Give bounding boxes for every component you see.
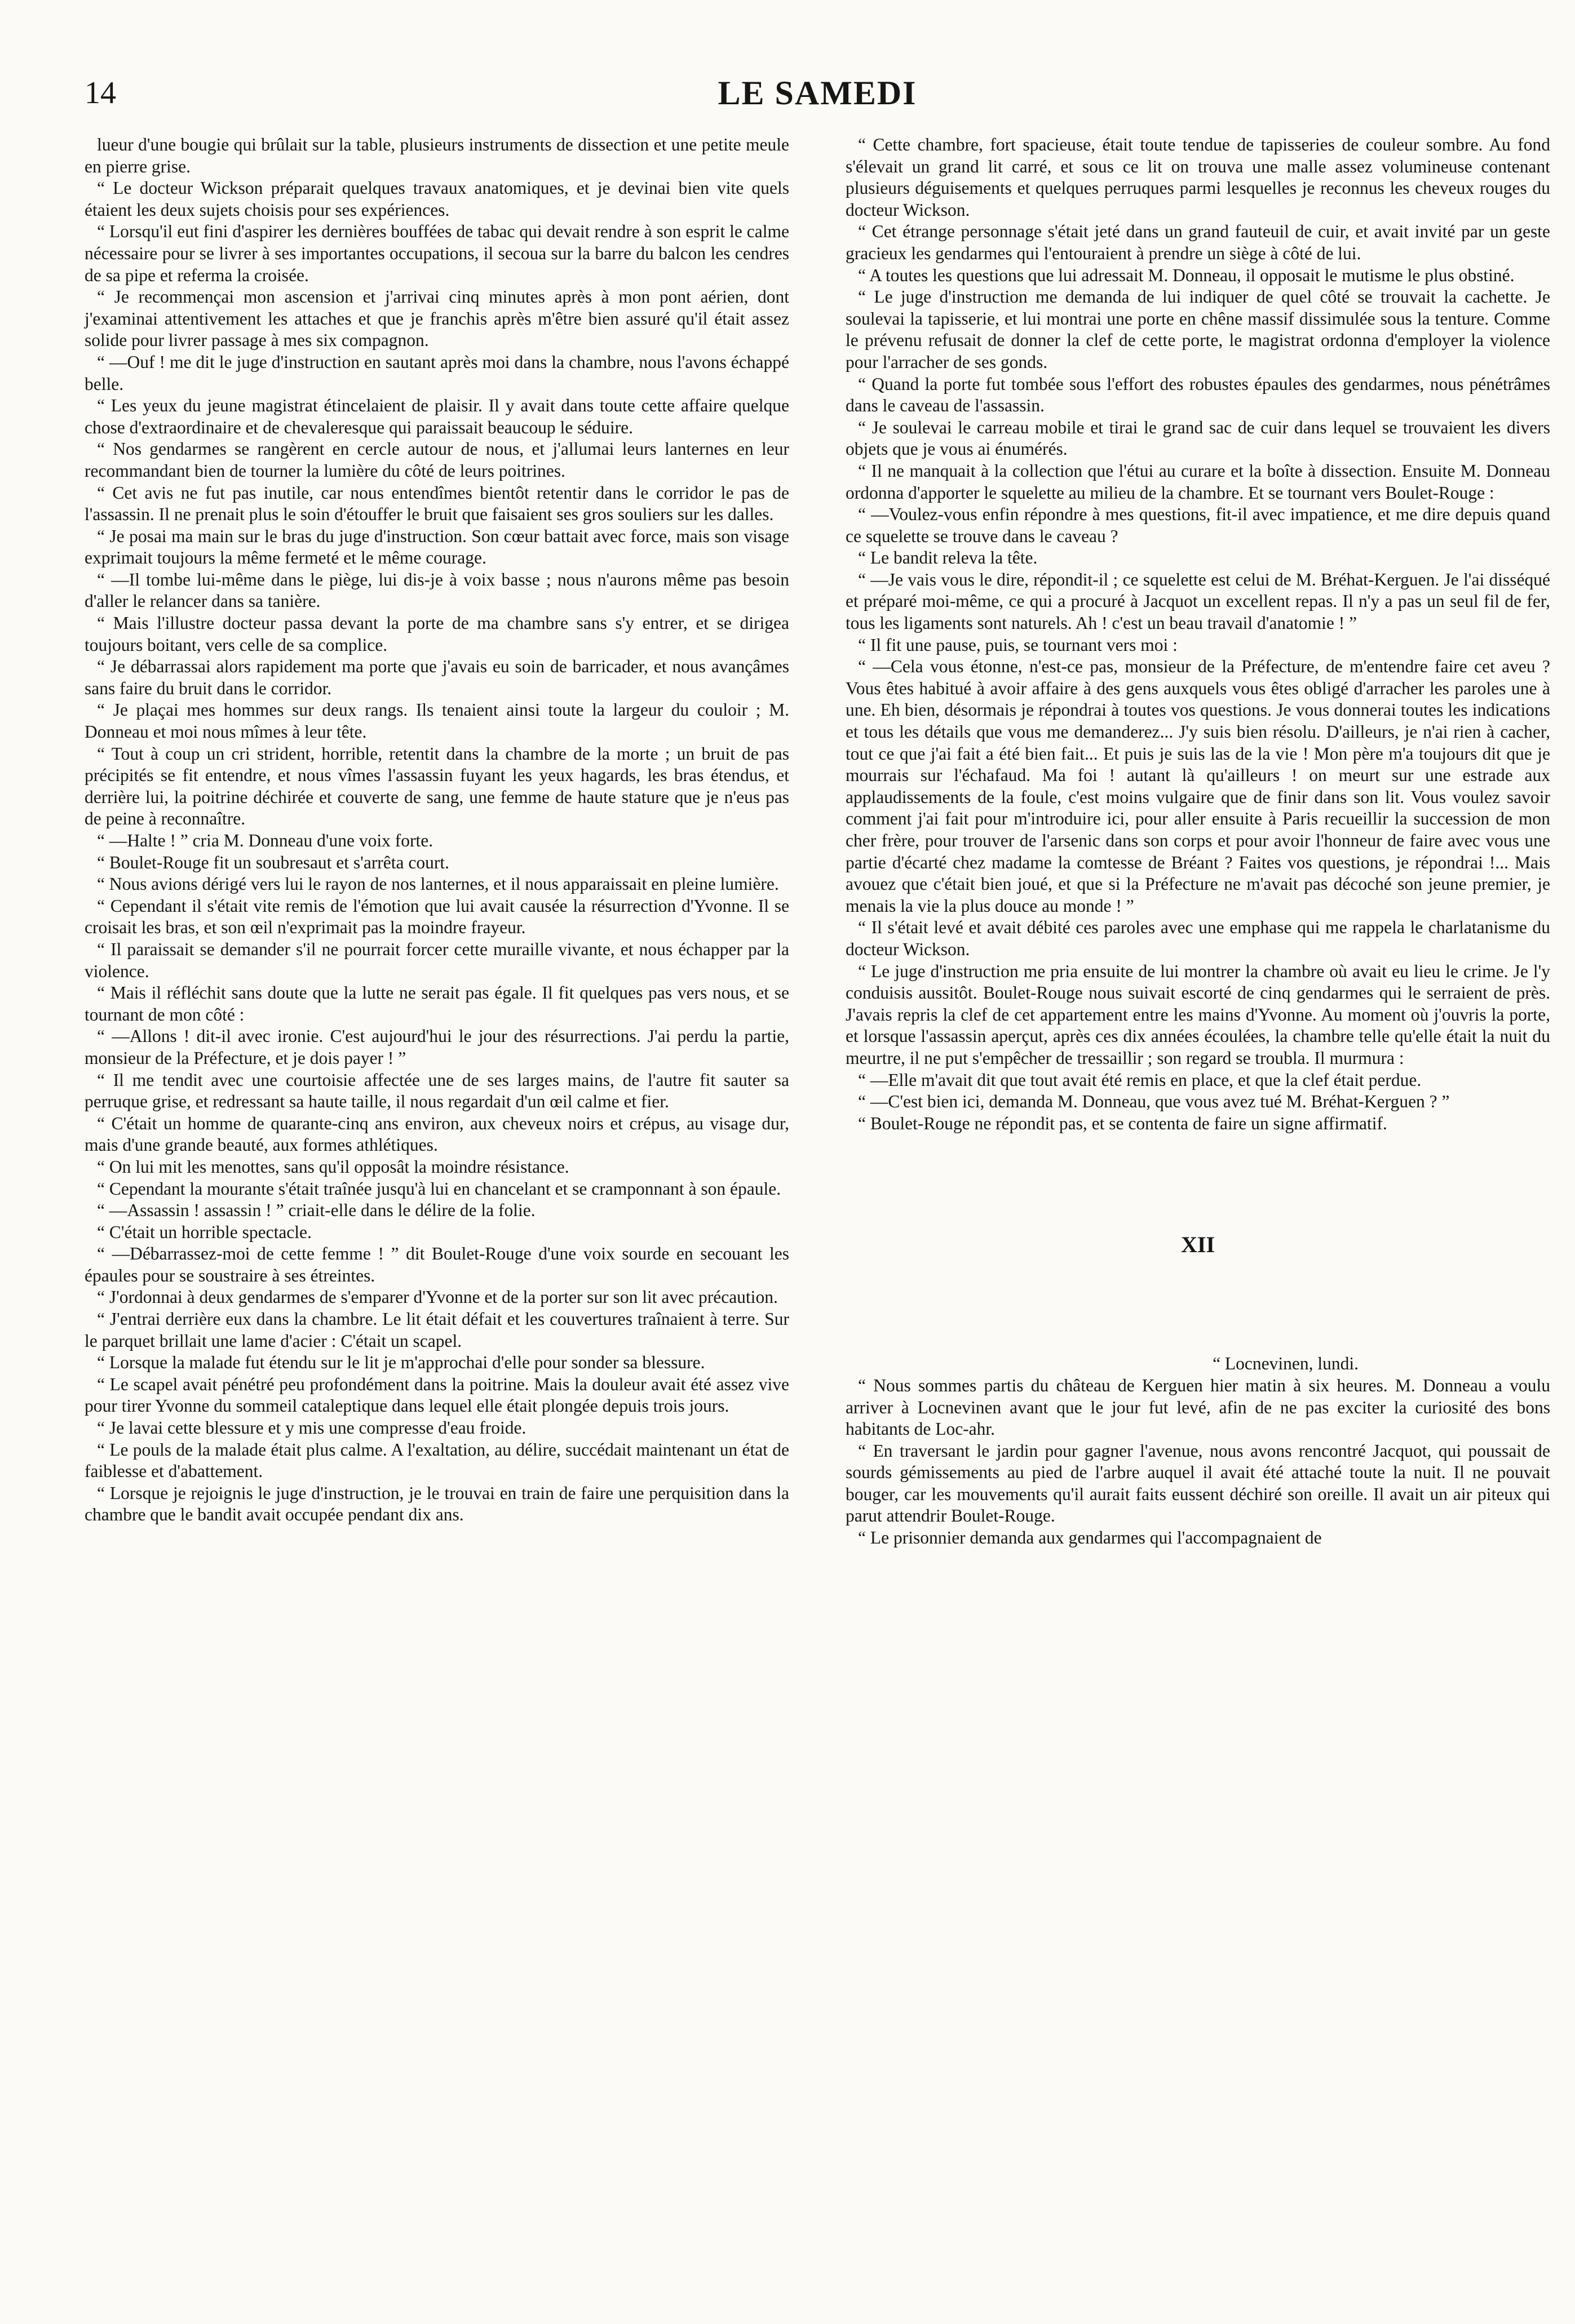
paragraph: “ On lui mit les menottes, sans qu'il opposât la moindre résistance. (97, 1156, 569, 1177)
paragraph: “ C'était un horrible spectacle. (97, 1222, 312, 1242)
right-column-text (846, 134, 1550, 1134)
paragraph: “ —Je vais vous le dire, répondit-il ; ce squelette est celui de M. Bréhat-Kerguen. Je l'ai disséqué et préparé moi-même, ce qui a procuré à Jacquot un excellent repas. Il n'y a pas un seul fil de fer, tous les ligaments sont naturels. Ah ! c'est un beau travail d'anatomie ! ” (846, 569, 1550, 633)
paragraph: “ Quand la porte fut tombée sous l'effort des robustes épaules des gendarmes, nous pénétrâmes dans le caveau de l'assassin. (846, 374, 1550, 416)
paragraph: “ Je soulevai le carreau mobile et tirai le grand sac de cuir dans lequel se trouvaient les divers objets que je vous ai énumérés. (846, 417, 1550, 459)
paragraph: “ Le docteur Wickson préparait quelques travaux anatomiques, et je devinai bien vite quels étaient les deux sujets choisis pour ses expériences. (85, 178, 789, 220)
paragraph: “ Nous sommes partis du château de Kerguen hier matin à six heures. M. Donneau a voulu arriver à Locnevinen avant que le jour fut levé, afin de ne pas exciter la curiosité des bons habitants de Loc-ahr. (846, 1375, 1550, 1439)
paragraph: “ —Voulez-vous enfin répondre à mes questions, fit-il avec impatience, et me dire depuis quand ce squelette se trouve dans le caveau ? (846, 504, 1550, 546)
dateline: “ Locnevinen, lundi. (1213, 1354, 1359, 1374)
right-column (846, 134, 1550, 1549)
paragraph: “ Le juge d'instruction me pria ensuite de lui montrer la chambre où avait eu lieu le crime. Je l'y conduisis aussitôt. Boulet-Rouge nous suivait escorté de cinq gendarmes qui le serraient de près. J'avais repris la clef de cet appartement entre les mains d'Yvonne. Au moment où j'ouvris la porte, et lorsque l'assassin aperçut, après ces dix années écoulées, la chambre telle qu'elle était la nuit du meurtre, il ne put s'empêcher de tressaillir ; son regard se troubla. Il murmura : (846, 961, 1550, 1068)
paragraph: “ —Halte ! ” cria M. Donneau d'une voix forte. (97, 831, 433, 850)
paragraph: “ Les yeux du jeune magistrat étincelaient de plaisir. Il y avait dans toute cette affaire quelque chose d'extraordinaire et de chevaleresque qui paraissait beaucoup le séduire. (85, 396, 789, 437)
page-header (85, 73, 1550, 118)
paragraph: “ —Assassin ! assassin ! ” criait-elle dans le délire de la folie. (97, 1200, 536, 1221)
left-column (85, 134, 789, 1526)
paragraph: “ —Débarrassez-moi de cette femme ! ” dit Boulet-Rouge d'une voix sourde en secouant les épaules pour se soustraire à ses étreintes. (85, 1244, 789, 1285)
paragraph: “ Le scapel avait pénétré peu profondément dans la poitrine. Mais la douleur avait été assez vive pour tirer Yvonne du sommeil cataleptique dans lequel elle était plongée depuis trois jours. (85, 1374, 789, 1416)
paragraph: “ Le pouls de la malade était plus calme. A l'exaltation, au délire, succédait maintenant un état de faiblesse et d'abattement. (85, 1439, 789, 1482)
paragraph: “ Cependant la mourante s'était traînée jusqu'à lui en chancelant et se cramponnant à son épaule. (97, 1178, 781, 1199)
paragraph: “ Il s'était levé et avait débité ces paroles avec une emphase qui me rappela le charlatanisme du docteur Wickson. (846, 917, 1550, 959)
paragraph: “ Je recommençai mon ascension et j'arrivai cinq minutes après à mon pont aérien, dont j'examinai attentivement les attaches et que je franchis après m'être bien assuré qu'il était assez solide pour livrer passage à mes six compagnon. (85, 287, 789, 351)
paragraph: “ Boulet-Rouge ne répondit pas, et se contenta de faire un signe affirmatif. (858, 1113, 1387, 1133)
paragraph: “ Le bandit releva la tête. (858, 548, 1038, 568)
paragraph: “ Cet avis ne fut pas inutile, car nous entendîmes bientôt retentir dans le corridor le pas de l'assassin. Il ne prenait plus le soin d'étouffer le bruit que faisaient ses gros souliers sur les dalles. (85, 482, 789, 525)
paragraph: “ —Allons ! dit-il avec ironie. C'est aujourd'hui le jour des résurrections. J'ai perdu la partie, monsieur de la Préfecture, et je dois payer ! ” (85, 1026, 789, 1068)
paragraph: “ Boulet-Rouge fit un soubresaut et s'arrêta court. (97, 852, 449, 872)
paragraph: “ Cette chambre, fort spacieuse, était toute tendue de tapisseries de couleur sombre. Au fond s'élevait un grand lit carré, et sous ce lit on trouva une malle assez volumineuse contenant plusieurs déguisements et quelques perruques parmi lesquelles je reconnus les cheveux rouges du docteur Wickson. (846, 135, 1550, 220)
page-number: 14 (85, 76, 116, 110)
paragraph: “ —Cela vous étonne, n'est-ce pas, monsieur de la Préfecture, de m'entendre faire cet aveu ? Vous êtes habitué à avoir affaire à des gens auxquels vous êtes obligé d'arracher les paroles une à une. Eh bien, désormais je répondrai à toutes vos questions. Je vous donnerai toutes les indications et tous les détails que vous me demanderez... J'y suis bien résolu. D'ailleurs, je n'ai rien à cacher, tout ce que j'ai fait a été bien fait... Et puis je suis las de la vie ! Mon père m'a toujours dit que je mourrais sur l'échafaud. Ma foi ! autant là qu'ailleurs ! on meurt sur une estrade aux applaudissements de la foule, c'est moins vulgaire que de finir dans son lit. Vous voulez savoir comment j'ai fait pour m'introduire ici, pour aller ensuite à Paris recueillir la succession de mon cher frère, pour trouver de l'arsenic dans son corps et pour avoir l'honneur de faire avec vous une partie d'écarté chez madame la comtesse de Bréant ? Faites vos questions, je répondrai !... Mais avouez que c'était bien joué, et que si la Préfecture ne m'avait pas décoché son jeune premier, je menais la vie la plus douce au monde ! ” (846, 657, 1550, 916)
paragraph: “ Lorsque la malade fut étendu sur le lit je m'approchai d'elle pour sonder sa blessure. (97, 1352, 705, 1373)
paragraph: “ Il ne manquait à la collection que l'étui au curare et la boîte à dissection. Ensuite M. Donneau ordonna d'apporter le squelette au milieu de la chambre. Et se tournant vers Boulet-Rouge : (846, 460, 1550, 503)
paragraph: “ A toutes les questions que lui adressait M. Donneau, il opposait le mutisme le plus obstiné. (858, 265, 1515, 285)
paragraph: “ —Ouf ! me dit le juge d'instruction en sautant après moi dans la chambre, nous l'avons échappé belle. (85, 352, 789, 394)
paragraph: “ Je posai ma main sur le bras du juge d'instruction. Son cœur battait avec force, mais son visage exprimait toujours la même fermeté et le même courage. (85, 526, 789, 568)
paragraph: “ En traversant le jardin pour gagner l'avenue, nous avons rencontré Jacquot, qui poussait de sourds gémissements au pied de l'arbre auquel il avait été attaché toute la nuit. Il ne pouvait bouger, car les mouvements qu'il aurait faits eussent déchiré son oreille. Il avait un air piteux qui parut attendrir Boulet-Rouge. (846, 1440, 1550, 1526)
paragraph: “ Tout à coup un cri strident, horrible, retentit dans la chambre de la morte ; un bruit de pas précipités se fit entendre, et nous vîmes l'assassin fuyant les yeux hagards, les bras étendus, et derrière lui, la poitrine déchirée et couverte de sang, une femme de haute stature que je n'eus pas de peine à reconnaître. (85, 743, 789, 829)
paragraph: “ Il paraissait se demander s'il ne pourrait forcer cette muraille vivante, et nous échapper par la violence. (85, 939, 789, 981)
journal-title: LE SAMEDI (718, 74, 917, 112)
paragraph: “ J'entrai derrière eux dans la chambre. Le lit était défait et les couvertures traînaient à terre. Sur le parquet brillait une lame d'acier : C'était un scapel. (85, 1309, 789, 1351)
section-heading: XII (1180, 1232, 1215, 1258)
paragraph: “ Cependant il s'était vite remis de l'émotion que lui avait causée la résurrection d'Yvonne. Il se croisait les bras, et son œil n'exprimait pas la moindre frayeur. (85, 895, 789, 938)
paragraph: “ Lorsqu'il eut fini d'aspirer les dernières bouffées de tabac qui devait rendre à son esprit le calme nécessaire pour se livrer à ses importantes occupations, il secoua sur la barre du balcon les cendres de sa pipe et referma la croisée. (85, 221, 789, 285)
paragraph: “ Nous avions dérigé vers lui le rayon de nos lanternes, et il nous apparaissait en pleine lumière. (97, 874, 779, 894)
paragraph: “ Lorsque je rejoignis le juge d'instruction, je le trouvai en train de faire une perquisition dans la chambre que le bandit avait occupée pendant dix ans. (85, 1483, 789, 1525)
paragraph: “ Je lavai cette blessure et y mis une compresse d'eau froide. (97, 1418, 527, 1438)
section-body (846, 1375, 1550, 1549)
paragraph: “ J'ordonnai à deux gendarmes de s'emparer d'Yvonne et de la porter sur son lit avec précaution. (97, 1287, 778, 1307)
paragraph: “ Il fit une pause, puis, se tournant vers moi : (858, 635, 1178, 655)
paragraph: “ Mais l'illustre docteur passa devant la porte de ma chambre sans s'y entrer, et se dirigea toujours boitant, vers celle de sa complice. (85, 613, 789, 655)
paragraph: “ Cet étrange personnage s'était jeté dans un grand fauteuil de cuir, et avait invité par un geste gracieux les gendarmes qui l'entouraient à prendre un siège à côté de lui. (846, 221, 1550, 263)
paragraph: lueur d'une bougie qui brûlait sur la table, plusieurs instruments de dissection et une petite meule en pierre grise. (85, 135, 789, 176)
paragraph: “ Il me tendit avec une courtoisie affectée une de ses larges mains, de l'autre fit sauter sa perruque grise, et redressant sa haute taille, il nous regardait d'un œil calme et fier. (85, 1070, 789, 1112)
paragraph: “ —C'est bien ici, demanda M. Donneau, que vous avez tué M. Bréhat-Kerguen ? ” (858, 1092, 1450, 1112)
paragraph: “ Le prisonnier demanda aux gendarmes qui l'accompagnaient de (858, 1528, 1322, 1548)
paragraph: “ Je plaçai mes hommes sur deux rangs. Ils tenaient ainsi toute la largeur du couloir ; M. Donneau et moi nous mîmes à leur tête. (85, 700, 789, 742)
paragraph: “ —Elle m'avait dit que tout avait été remis en place, et que la clef était perdue. (858, 1070, 1422, 1090)
paragraph: “ Nos gendarmes se rangèrent en cercle autour de nous, et j'allumai leurs lanternes en leur recommandant bien de tourner la lumière du côté de leurs poitrines. (85, 439, 789, 481)
paragraph: “ Je débarrassai alors rapidement ma porte que j'avais eu soin de barricader, et nous avançâmes sans faire du bruit dans le corridor. (85, 657, 789, 698)
paragraph: “ C'était un homme de quarante-cinq ans environ, aux cheveux noirs et crépus, au visage dur, mais d'une grande beauté, aux formes athlétiques. (85, 1113, 789, 1155)
paragraph: “ Le juge d'instruction me demanda de lui indiquer de quel côté se trouvait la cachette. Je soulevai la tapisserie, et lui montrai une porte en chêne massif dissimulée sous la tenture. Comme le prévenu refusait de donner la clef de cette porte, le magistrat ordonna d'employer la violence pour l'arracher de ses gonds. (846, 287, 1550, 372)
paragraph: “ Mais il réfléchit sans doute que la lutte ne serait pas égale. Il fit quelques pas vers nous, et se tournant de mon côté : (85, 983, 789, 1024)
paragraph: “ —Il tombe lui-même dans le piège, lui dis-je à voix basse ; nous n'aurons même pas besoin d'aller le relancer dans sa tanière. (85, 569, 789, 611)
